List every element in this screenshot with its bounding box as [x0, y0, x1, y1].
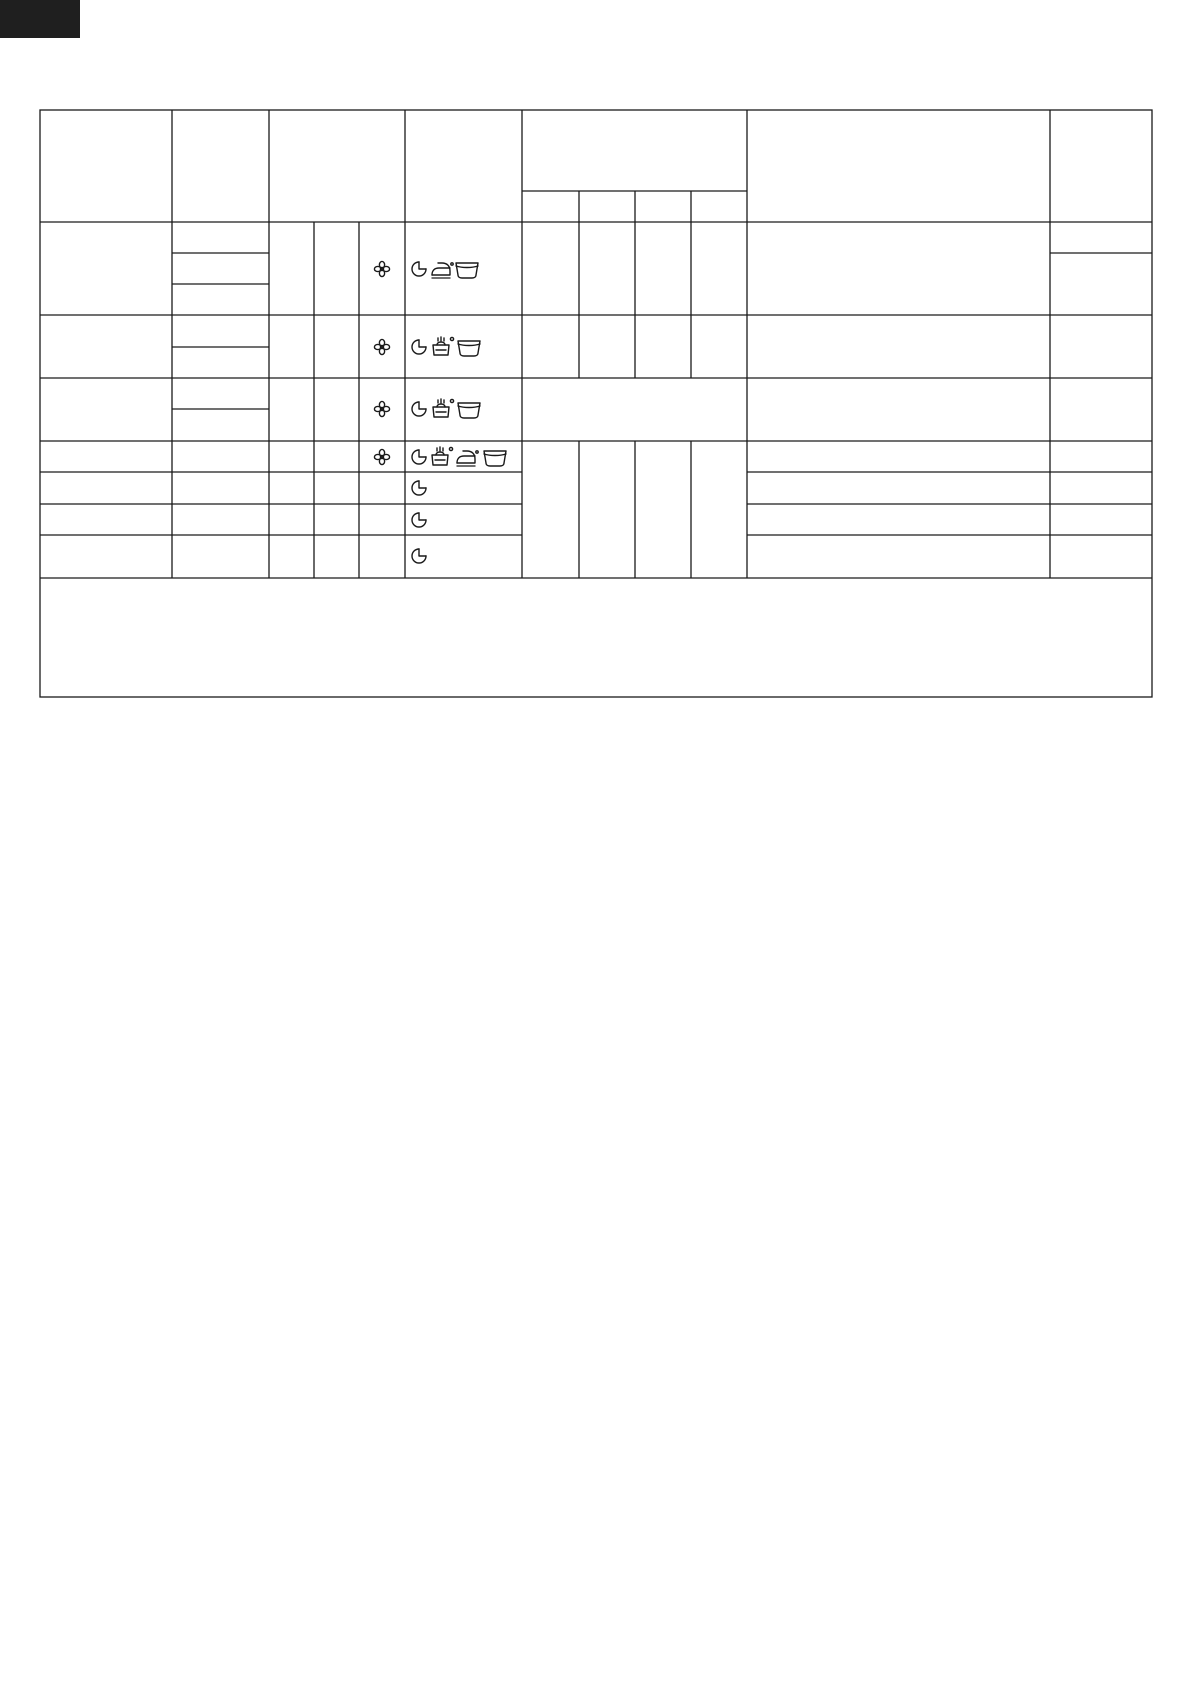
tub-icon: [484, 451, 506, 466]
timer-icon: [412, 340, 426, 354]
timer-icon: [412, 549, 426, 563]
row-5-icons: [412, 481, 426, 495]
row-4-fan-icon: [374, 449, 389, 464]
table-outer-border: [40, 110, 1152, 697]
steam-pot-icon: [433, 399, 454, 417]
row-1-icons: [412, 262, 478, 278]
steam-pot-icon: [433, 337, 454, 355]
timer-icon: [412, 450, 426, 464]
row-4-icons: [412, 447, 506, 466]
row-3-fan-icon: [374, 401, 389, 416]
row-2-fan-icon: [374, 339, 389, 354]
row-2-icons: [412, 337, 480, 356]
tub-icon: [456, 263, 478, 278]
iron-icon: [457, 451, 478, 466]
timer-icon: [412, 402, 426, 416]
row-3-icons: [412, 399, 480, 418]
row-1-fan-icon: [374, 261, 389, 276]
timer-icon: [412, 513, 426, 527]
row-7-icons: [412, 549, 426, 563]
steam-pot-icon: [432, 447, 453, 465]
timer-icon: [412, 481, 426, 495]
tub-icon: [458, 403, 480, 418]
row-6-icons: [412, 513, 426, 527]
iron-icon: [432, 263, 453, 278]
timer-icon: [412, 262, 426, 276]
tub-icon: [458, 341, 480, 356]
